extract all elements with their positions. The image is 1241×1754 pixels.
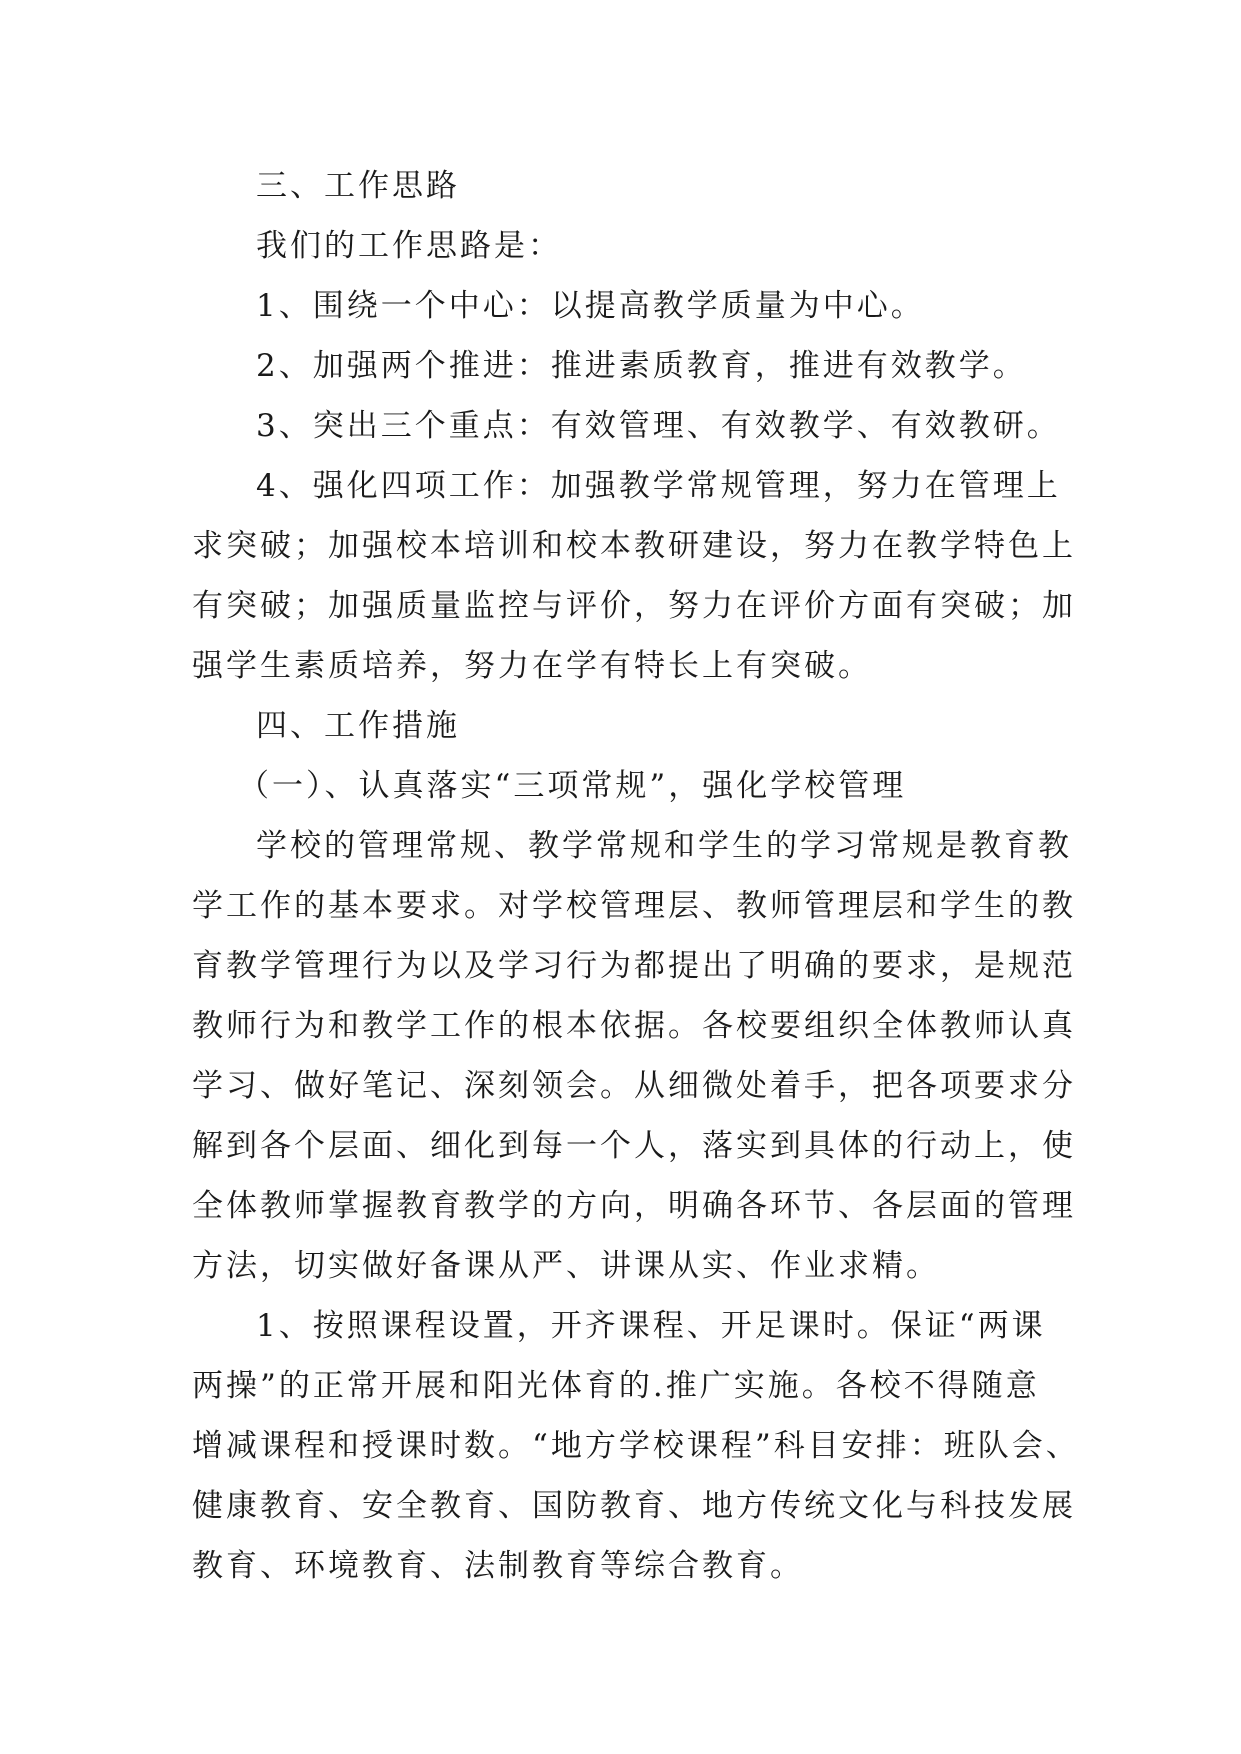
paragraph-line: 强学生素质培养，努力在学有特长上有突破。 bbox=[192, 648, 872, 684]
paragraph-line: 求突破；加强校本培训和校本教研建设，努力在教学特色上 bbox=[192, 528, 1076, 564]
paragraph-line: 增减课程和授课时数。“地方学校课程”科目安排：班队会、 bbox=[192, 1428, 1080, 1464]
list-item-1: 1、围绕一个中心：以提高教学质量为中心。 bbox=[256, 288, 925, 324]
numbered-item-1: 1、按照课程设置，开齐课程、开足课时。保证“两课 bbox=[256, 1308, 1046, 1344]
paragraph-line: 学工作的基本要求。对学校管理层、教师管理层和学生的教 bbox=[192, 888, 1076, 924]
paragraph-line: 学校的管理常规、教学常规和学生的学习常规是教育教 bbox=[256, 828, 1072, 864]
paragraph-line: 有突破；加强质量监控与评价，努力在评价方面有突破；加 bbox=[192, 588, 1076, 624]
paragraph-line: 教师行为和教学工作的根本依据。各校要组织全体教师认真 bbox=[192, 1008, 1076, 1044]
paragraph-line: 教育、环境教育、法制教育等综合教育。 bbox=[192, 1548, 804, 1584]
paragraph-line: 育教学管理行为以及学习行为都提出了明确的要求，是规范 bbox=[192, 948, 1076, 984]
paragraph-line: 两操”的正常开展和阳光体育的.推广实施。各校不得随意 bbox=[192, 1368, 1040, 1404]
paragraph-line: 健康教育、安全教育、国防教育、地方传统文化与科技发展 bbox=[192, 1488, 1076, 1524]
heading-section-4: 四、工作措施 bbox=[256, 708, 460, 744]
document-body bbox=[192, 156, 1080, 1596]
subheading-1: （一）、认真落实“三项常规”，强化学校管理 bbox=[238, 768, 907, 804]
list-item-2: 2、加强两个推进：推进素质教育，推进有效教学。 bbox=[256, 348, 1027, 384]
paragraph-line: 我们的工作思路是： bbox=[256, 228, 562, 264]
list-item-3: 3、突出三个重点：有效管理、有效教学、有效教研。 bbox=[256, 408, 1061, 444]
paragraph-line: 学习、做好笔记、深刻领会。从细微处着手，把各项要求分 bbox=[192, 1068, 1076, 1104]
paragraph-line: 全体教师掌握教育教学的方向，明确各环节、各层面的管理 bbox=[192, 1188, 1076, 1224]
paragraph-line: 方法，切实做好备课从严、讲课从实、作业求精。 bbox=[192, 1248, 940, 1284]
paragraph-line: 解到各个层面、细化到每一个人，落实到具体的行动上，使 bbox=[192, 1128, 1076, 1164]
list-item-4: 4、强化四项工作：加强教学常规管理，努力在管理上 bbox=[256, 468, 1061, 504]
heading-section-3: 三、工作思路 bbox=[256, 168, 460, 204]
